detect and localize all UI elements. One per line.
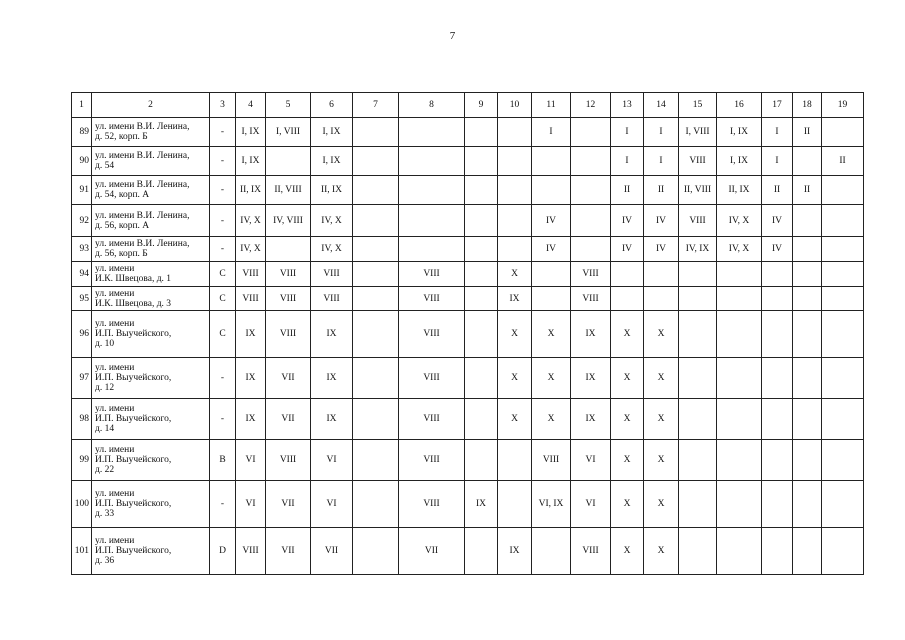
table-cell: X (644, 440, 679, 481)
table-cell: VI (311, 440, 353, 481)
table-row (72, 118, 864, 147)
table-cell (822, 440, 864, 481)
table-cell: VIII (532, 440, 571, 481)
table-cell (644, 262, 679, 287)
table-cell: VIII (399, 481, 465, 528)
table-cell (532, 176, 571, 205)
table-cell: VIII (266, 287, 311, 311)
table-cell: VI (571, 440, 611, 481)
table-cell: IV, X (717, 205, 762, 237)
table-cell (679, 399, 717, 440)
table-cell (679, 311, 717, 358)
table-cell: - (210, 237, 236, 262)
table-cell (571, 118, 611, 147)
table-cell: IV, VIII (266, 205, 311, 237)
table-cell: VIII (571, 262, 611, 287)
table-cell (353, 147, 399, 176)
table-cell (762, 399, 793, 440)
table-cell: IX (236, 358, 266, 399)
table-cell: IX (311, 358, 353, 399)
table-cell (399, 205, 465, 237)
table-cell (353, 118, 399, 147)
row-number: 91 (72, 176, 92, 205)
table-cell: I (611, 118, 644, 147)
table-cell (399, 118, 465, 147)
row-number: 92 (72, 205, 92, 237)
table-cell (793, 237, 822, 262)
table-cell: IV, X (236, 205, 266, 237)
table-cell (353, 237, 399, 262)
table-cell: VIII (571, 287, 611, 311)
table-cell: I, IX (311, 118, 353, 147)
table-cell: C (210, 287, 236, 311)
table-cell: IV (762, 237, 793, 262)
table-cell (822, 176, 864, 205)
column-header: 12 (571, 93, 611, 118)
address-cell: ул. имени И.К. Швецова, д. 3 (92, 287, 210, 311)
table-cell: IV, X (311, 205, 353, 237)
table-cell (498, 147, 532, 176)
table-cell (679, 262, 717, 287)
table-cell: IX (498, 528, 532, 575)
table-cell (353, 262, 399, 287)
table-cell (717, 287, 762, 311)
table-cell: VI (311, 481, 353, 528)
table-cell (399, 176, 465, 205)
table-cell (679, 528, 717, 575)
table-cell (822, 481, 864, 528)
table-cell (762, 440, 793, 481)
table-cell (717, 399, 762, 440)
table-cell (822, 528, 864, 575)
table-cell: VII (266, 399, 311, 440)
table-cell (793, 358, 822, 399)
table-cell: VIII (266, 311, 311, 358)
table-row (72, 358, 864, 399)
row-number: 94 (72, 262, 92, 287)
table-cell (571, 205, 611, 237)
table-cell (822, 287, 864, 311)
table-cell: X (498, 262, 532, 287)
table-cell (793, 481, 822, 528)
table-cell (717, 311, 762, 358)
table-cell: VIII (399, 287, 465, 311)
table-cell: II (644, 176, 679, 205)
table-cell: VII (266, 481, 311, 528)
table-cell: II, IX (311, 176, 353, 205)
address-cell: ул. имени И.П. Выучейского, д. 10 (92, 311, 210, 358)
address-cell: ул. имени В.И. Ленина, д. 54 (92, 147, 210, 176)
table-cell (822, 399, 864, 440)
table-cell (717, 481, 762, 528)
table-cell: X (644, 311, 679, 358)
table-row (72, 399, 864, 440)
table-cell: X (611, 440, 644, 481)
table-cell: IV (611, 237, 644, 262)
table-cell (465, 440, 498, 481)
table-cell (717, 528, 762, 575)
table-cell: - (210, 176, 236, 205)
table-cell: B (210, 440, 236, 481)
column-header: 3 (210, 93, 236, 118)
row-number: 90 (72, 147, 92, 176)
table-cell (822, 118, 864, 147)
column-header: 16 (717, 93, 762, 118)
column-header: 15 (679, 93, 717, 118)
table-row (72, 287, 864, 311)
table-cell: IV (532, 205, 571, 237)
table-cell: I, IX (311, 147, 353, 176)
table-cell (465, 399, 498, 440)
table-cell (571, 237, 611, 262)
table-cell: - (210, 358, 236, 399)
table-cell (465, 358, 498, 399)
address-cell: ул. имени И.К. Швецова, д. 1 (92, 262, 210, 287)
table-cell: X (498, 311, 532, 358)
table-row (72, 528, 864, 575)
table-cell: VIII (266, 440, 311, 481)
table-cell: I, VIII (266, 118, 311, 147)
table-cell (532, 287, 571, 311)
table-cell: I (644, 147, 679, 176)
table-row (72, 311, 864, 358)
table-cell (353, 311, 399, 358)
column-header: 6 (311, 93, 353, 118)
table-cell: I (611, 147, 644, 176)
table-cell (717, 358, 762, 399)
table-cell: I, IX (236, 118, 266, 147)
table-cell (353, 528, 399, 575)
table-cell: I, IX (717, 147, 762, 176)
address-cell: ул. имени И.П. Выучейского, д. 22 (92, 440, 210, 481)
table-cell (611, 262, 644, 287)
table-cell (498, 205, 532, 237)
table-cell: X (644, 481, 679, 528)
table-cell (793, 205, 822, 237)
table-cell (571, 147, 611, 176)
table-cell (353, 358, 399, 399)
table-cell: X (644, 399, 679, 440)
table-cell (498, 440, 532, 481)
table-cell: II (793, 176, 822, 205)
table-cell: IV, X (236, 237, 266, 262)
table-cell: IV (611, 205, 644, 237)
table-cell: X (611, 528, 644, 575)
table-cell: I, VIII (679, 118, 717, 147)
column-header: 18 (793, 93, 822, 118)
table-cell: IV (762, 205, 793, 237)
table-cell (644, 287, 679, 311)
table-cell: VII (266, 358, 311, 399)
table-cell (353, 287, 399, 311)
column-header: 5 (266, 93, 311, 118)
table-cell: I, IX (236, 147, 266, 176)
table-cell: IX (465, 481, 498, 528)
column-header: 4 (236, 93, 266, 118)
table-cell: IX (236, 311, 266, 358)
table-cell: X (498, 358, 532, 399)
table-cell: X (611, 481, 644, 528)
table-cell: II (793, 118, 822, 147)
table-cell: IX (571, 399, 611, 440)
table-cell: I (762, 118, 793, 147)
table-cell: IX (571, 311, 611, 358)
table-cell: I (762, 147, 793, 176)
table-cell (498, 237, 532, 262)
table-cell (793, 262, 822, 287)
table-cell: IV, IX (679, 237, 717, 262)
table-cell: - (210, 399, 236, 440)
table-cell (822, 205, 864, 237)
table-cell: IX (498, 287, 532, 311)
table-cell (399, 147, 465, 176)
table-cell (679, 481, 717, 528)
table-cell (465, 311, 498, 358)
table-cell (793, 287, 822, 311)
row-number: 89 (72, 118, 92, 147)
table-cell (465, 176, 498, 205)
table-cell: VIII (399, 358, 465, 399)
table-row (72, 262, 864, 287)
table-cell: - (210, 205, 236, 237)
row-number: 98 (72, 399, 92, 440)
table-cell: VIII (236, 262, 266, 287)
table-cell: IX (571, 358, 611, 399)
table-cell (762, 311, 793, 358)
row-number: 93 (72, 237, 92, 262)
table-cell: IX (311, 311, 353, 358)
table-cell: VII (311, 528, 353, 575)
table-cell (793, 528, 822, 575)
table-cell: X (611, 358, 644, 399)
table-cell (679, 358, 717, 399)
table-cell (353, 399, 399, 440)
column-header: 7 (353, 93, 399, 118)
table-cell (353, 440, 399, 481)
table-cell (793, 311, 822, 358)
table-cell (611, 287, 644, 311)
table-cell: IX (236, 399, 266, 440)
table-cell: VIII (266, 262, 311, 287)
row-number: 97 (72, 358, 92, 399)
row-number: 99 (72, 440, 92, 481)
column-header: 10 (498, 93, 532, 118)
table-cell: X (611, 311, 644, 358)
data-table (71, 92, 864, 575)
row-number: 100 (72, 481, 92, 528)
table-cell: VI (236, 440, 266, 481)
table-cell (353, 176, 399, 205)
table-cell (762, 528, 793, 575)
table-cell: VIII (571, 528, 611, 575)
row-number: 96 (72, 311, 92, 358)
table-cell: IV, X (717, 237, 762, 262)
column-header: 2 (92, 93, 210, 118)
address-cell: ул. имени В.И. Ленина, д. 56, корп. А (92, 205, 210, 237)
table-header-row (72, 93, 864, 118)
table-cell: VI, IX (532, 481, 571, 528)
table-row (72, 176, 864, 205)
table-row (72, 237, 864, 262)
table-cell: VIII (311, 262, 353, 287)
table-cell (266, 147, 311, 176)
table-row (72, 440, 864, 481)
table-cell: IV (644, 237, 679, 262)
table-cell: VIII (399, 311, 465, 358)
table-cell (762, 287, 793, 311)
table-cell: X (644, 358, 679, 399)
table-cell (762, 358, 793, 399)
table-cell: X (532, 399, 571, 440)
table-cell: VI (236, 481, 266, 528)
table-cell: II (611, 176, 644, 205)
table-cell: II, VIII (679, 176, 717, 205)
table-cell: VIII (236, 528, 266, 575)
column-header: 8 (399, 93, 465, 118)
column-header: 19 (822, 93, 864, 118)
table-cell (465, 237, 498, 262)
table-cell (353, 481, 399, 528)
page-number: 7 (449, 30, 456, 42)
table-cell (679, 440, 717, 481)
table-cell (498, 176, 532, 205)
table-cell (679, 287, 717, 311)
table-cell (717, 262, 762, 287)
column-header: 11 (532, 93, 571, 118)
table-cell (762, 262, 793, 287)
table-cell: VIII (399, 399, 465, 440)
column-header: 9 (465, 93, 498, 118)
column-header: 14 (644, 93, 679, 118)
table-cell (822, 237, 864, 262)
table-cell: II, VIII (266, 176, 311, 205)
table-cell: - (210, 481, 236, 528)
row-number: 95 (72, 287, 92, 311)
table-cell: VIII (399, 440, 465, 481)
table-cell: X (532, 311, 571, 358)
table-cell (266, 237, 311, 262)
table-cell: C (210, 262, 236, 287)
table-cell (353, 205, 399, 237)
table-cell: II, IX (717, 176, 762, 205)
table-cell: VIII (679, 147, 717, 176)
table-cell (532, 262, 571, 287)
table-row (72, 205, 864, 237)
table-cell: D (210, 528, 236, 575)
table-cell: IV (644, 205, 679, 237)
table-cell: IV, X (311, 237, 353, 262)
address-cell: ул. имени И.П. Выучейского, д. 12 (92, 358, 210, 399)
column-header: 13 (611, 93, 644, 118)
table-cell: I (532, 118, 571, 147)
table-cell (498, 118, 532, 147)
row-number: 101 (72, 528, 92, 575)
table-cell: II, IX (236, 176, 266, 205)
table-cell (465, 528, 498, 575)
column-header: 17 (762, 93, 793, 118)
table-cell (793, 399, 822, 440)
table-cell (717, 440, 762, 481)
address-cell: ул. имени И.П. Выучейского, д. 36 (92, 528, 210, 575)
table-cell (399, 237, 465, 262)
address-cell: ул. имени В.И. Ленина, д. 56, корп. Б (92, 237, 210, 262)
table-cell (465, 118, 498, 147)
address-cell: ул. имени В.И. Ленина, д. 52, корп. Б (92, 118, 210, 147)
address-cell: ул. имени И.П. Выучейского, д. 14 (92, 399, 210, 440)
table-cell: - (210, 118, 236, 147)
table-cell (822, 358, 864, 399)
table-cell: VII (266, 528, 311, 575)
column-header: 1 (72, 93, 92, 118)
table-cell: II (762, 176, 793, 205)
table-cell: I (644, 118, 679, 147)
address-cell: ул. имени И.П. Выучейского, д. 33 (92, 481, 210, 528)
table-cell: X (498, 399, 532, 440)
table-cell (793, 440, 822, 481)
table-cell (532, 528, 571, 575)
table-cell: I, IX (717, 118, 762, 147)
table-cell: C (210, 311, 236, 358)
table-cell: VIII (236, 287, 266, 311)
table-cell: IV (532, 237, 571, 262)
table-cell (793, 147, 822, 176)
table-cell: X (644, 528, 679, 575)
table-row (72, 481, 864, 528)
table-cell (465, 287, 498, 311)
table-row (72, 147, 864, 176)
table-cell: IX (311, 399, 353, 440)
table-cell: X (532, 358, 571, 399)
table-cell (465, 205, 498, 237)
address-cell: ул. имени В.И. Ленина, д. 54, корп. А (92, 176, 210, 205)
table-cell: - (210, 147, 236, 176)
table-cell (822, 311, 864, 358)
table-cell: VIII (311, 287, 353, 311)
table-cell (532, 147, 571, 176)
table-cell: II (822, 147, 864, 176)
table-cell: VIII (679, 205, 717, 237)
table-cell (571, 176, 611, 205)
table-cell (465, 262, 498, 287)
table-cell (465, 147, 498, 176)
table-cell: X (611, 399, 644, 440)
table-cell (762, 481, 793, 528)
table-cell: VIII (399, 262, 465, 287)
table-cell (498, 481, 532, 528)
table-cell: VII (399, 528, 465, 575)
table-cell (822, 262, 864, 287)
table-cell: VI (571, 481, 611, 528)
